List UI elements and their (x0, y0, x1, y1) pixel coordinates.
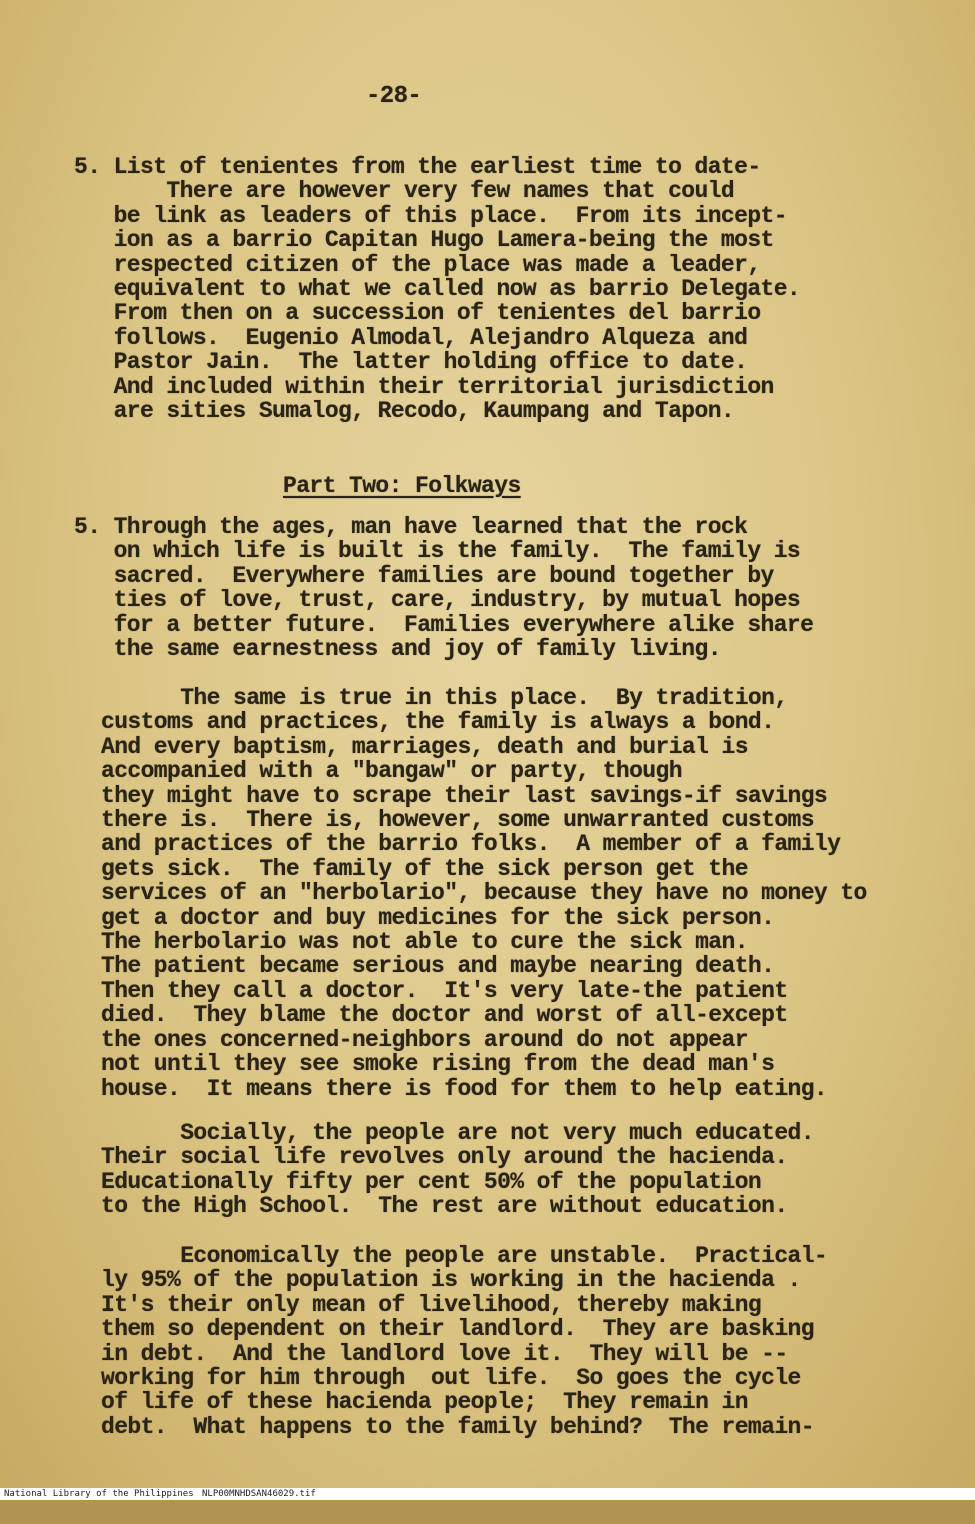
paragraph-economically: Economically the people are unstable. Practical- ly 95% of the population is working in the hacienda . It's their only mean of livelihood, thereby making them so dependent on their landlord. They are basking in debt. And the landlord love it. They will be -- working for him through out life. So goes the cycle of life of these hacienda people; They remain in debt. What happens to the family behind? The remain- (101, 1243, 828, 1440)
paragraph-socially: Socially, the people are not very much educated. Their social life revolves only around the hacienda. Educationally fifty per cent 50% of the population to the High School. The rest are without education. (101, 1120, 814, 1220)
part-two-heading: Part Two: Folkways (283, 473, 521, 499)
footer-filename: NLP00MNHDSAN46029.tif (202, 1489, 316, 1499)
paragraph-family: 5. Through the ages, man have learned that the rock on which life is built is the family. The family is sacred. Everywhere families are bound together by ties of love, trust, care, industry, by mutual hopes for a better future. Families everywhere alike share the same earnestness and joy of family living. (74, 514, 814, 663)
footer-library-name: National Library of the Philippines (4, 1489, 194, 1499)
scan-footer (0, 1488, 975, 1500)
section-5-tenientes-list: 5. List of tenientes from the earliest time to date- There are however very few names that could be link as leaders of this place. From its incept- ion as a barrio Capitan Hugo Lamera-being the most respected citizen of the place was made a leader, equivalent to what we called now as barrio Delegate. From then on a succession of tenientes del barrio follows. Eugenio Almodal, Alejandro Alqueza and Pastor Jain. The latter holding office to date. And included within their territorial jurisdiction are sities Sumalog, Recodo, Kaumpang and Tapon. (74, 154, 801, 425)
paragraph-customs: The same is true in this place. By tradition, customs and practices, the family is always a bond. And every baptism, marriages, death and burial is accompanied with a "bangaw" or party, though they might have to scrape their last savings-if savings there is. There is, however, some unwarranted customs and practices of the barrio folks. A member of a family gets sick. The family of the sick person get the services of an "herbolario", because they have no money to get a doctor and buy medicines for the sick person. The herbolario was not able to cure the sick man. The patient became serious and maybe nearing death. Then they call a doctor. It's very late-the patient died. They blame the doctor and worst of all-except the ones concerned-neighbors around do not appear not until they see smoke rising from the dead man's house. It means there is food for them to help eating. (101, 685, 867, 1102)
page-number: -28- (366, 83, 422, 110)
